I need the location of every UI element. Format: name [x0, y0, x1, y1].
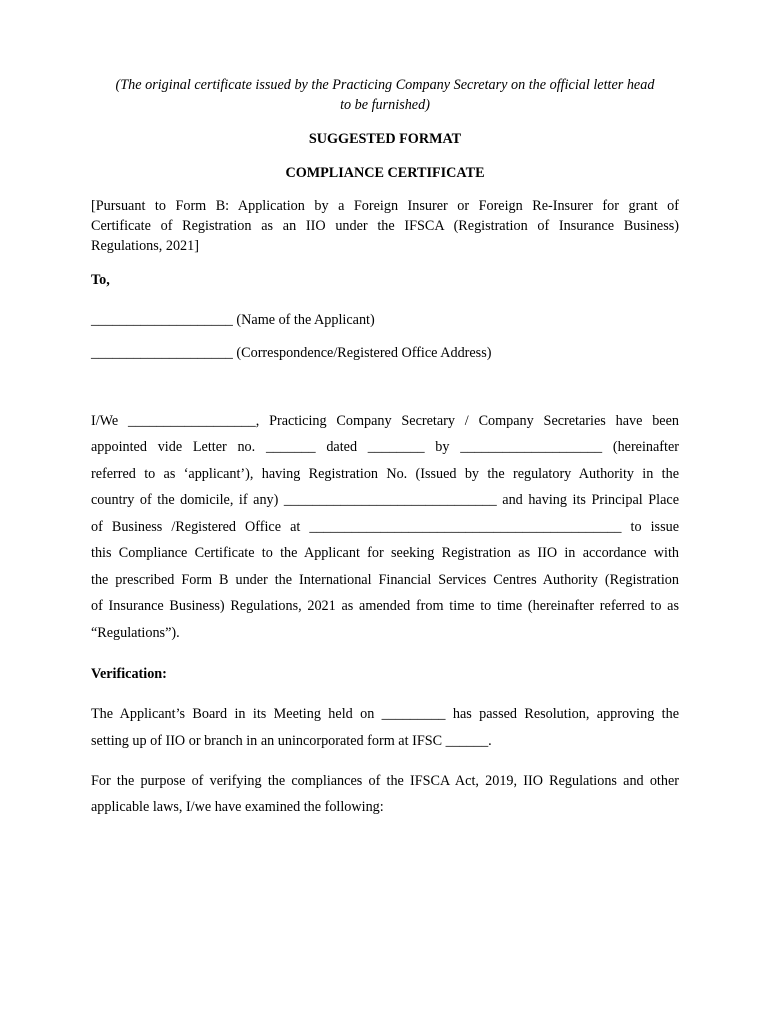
verification-line-1: The Applicant’s Board in its Meeting held on _________ has passed Resolution, approving the [91, 706, 679, 722]
note-line-2: to be furnished) [340, 97, 430, 113]
preamble-line-3: Regulations, 2021] [91, 238, 199, 254]
body-line-6: this Compliance Certificate to the Applicant for seeking Registration as IIO in accordance with [91, 545, 679, 561]
salutation: To, [91, 272, 110, 288]
verification-line-2: setting up of IIO or branch in an unincorporated form at IFSC ______. [91, 733, 492, 749]
title-suggested-format: SUGGESTED FORMAT [308, 131, 462, 147]
body-line-4: country of the domicile, if any) ______________________________ and having its Principal Place [91, 492, 679, 508]
applicant-address-line: ____________________ (Correspondence/Registered Office Address) [91, 345, 492, 361]
verification-heading: Verification: [91, 666, 167, 682]
title-compliance-certificate: COMPLIANCE CERTIFICATE [285, 165, 485, 181]
purpose-line-1: For the purpose of verifying the compliances of the IFSCA Act, 2019, IIO Regulations and other [91, 773, 679, 789]
purpose-line-2: applicable laws, I/we have examined the following: [91, 799, 384, 815]
body-line-9: “Regulations”). [91, 625, 180, 641]
note-line-1: (The original certificate issued by the Practicing Company Secretary on the official letter head [115, 77, 655, 93]
body-line-1: I/We __________________, Practicing Company Secretary / Company Secretaries have been [91, 413, 679, 429]
body-line-2: appointed vide Letter no. _______ dated ________ by ____________________ (hereinafter [91, 439, 679, 455]
preamble-line-1: [Pursuant to Form B: Application by a Foreign Insurer or Foreign Re-Insurer for grant of [91, 198, 679, 214]
body-line-3: referred to as ‘applicant’), having Registration No. (Issued by the regulatory Authority in the [91, 466, 679, 482]
body-line-5: of Business /Registered Office at ____________________________________________ to issue [91, 519, 679, 535]
body-line-7: the prescribed Form B under the International Financial Services Centres Authority (Registration [91, 572, 679, 588]
applicant-name-line: ____________________ (Name of the Applicant) [91, 312, 375, 328]
preamble-line-2: Certificate of Registration as an IIO under the IFSCA (Registration of Insurance Business) [91, 218, 679, 234]
body-line-8: of Insurance Business) Regulations, 2021 as amended from time to time (hereinafter referred to as [91, 598, 679, 614]
